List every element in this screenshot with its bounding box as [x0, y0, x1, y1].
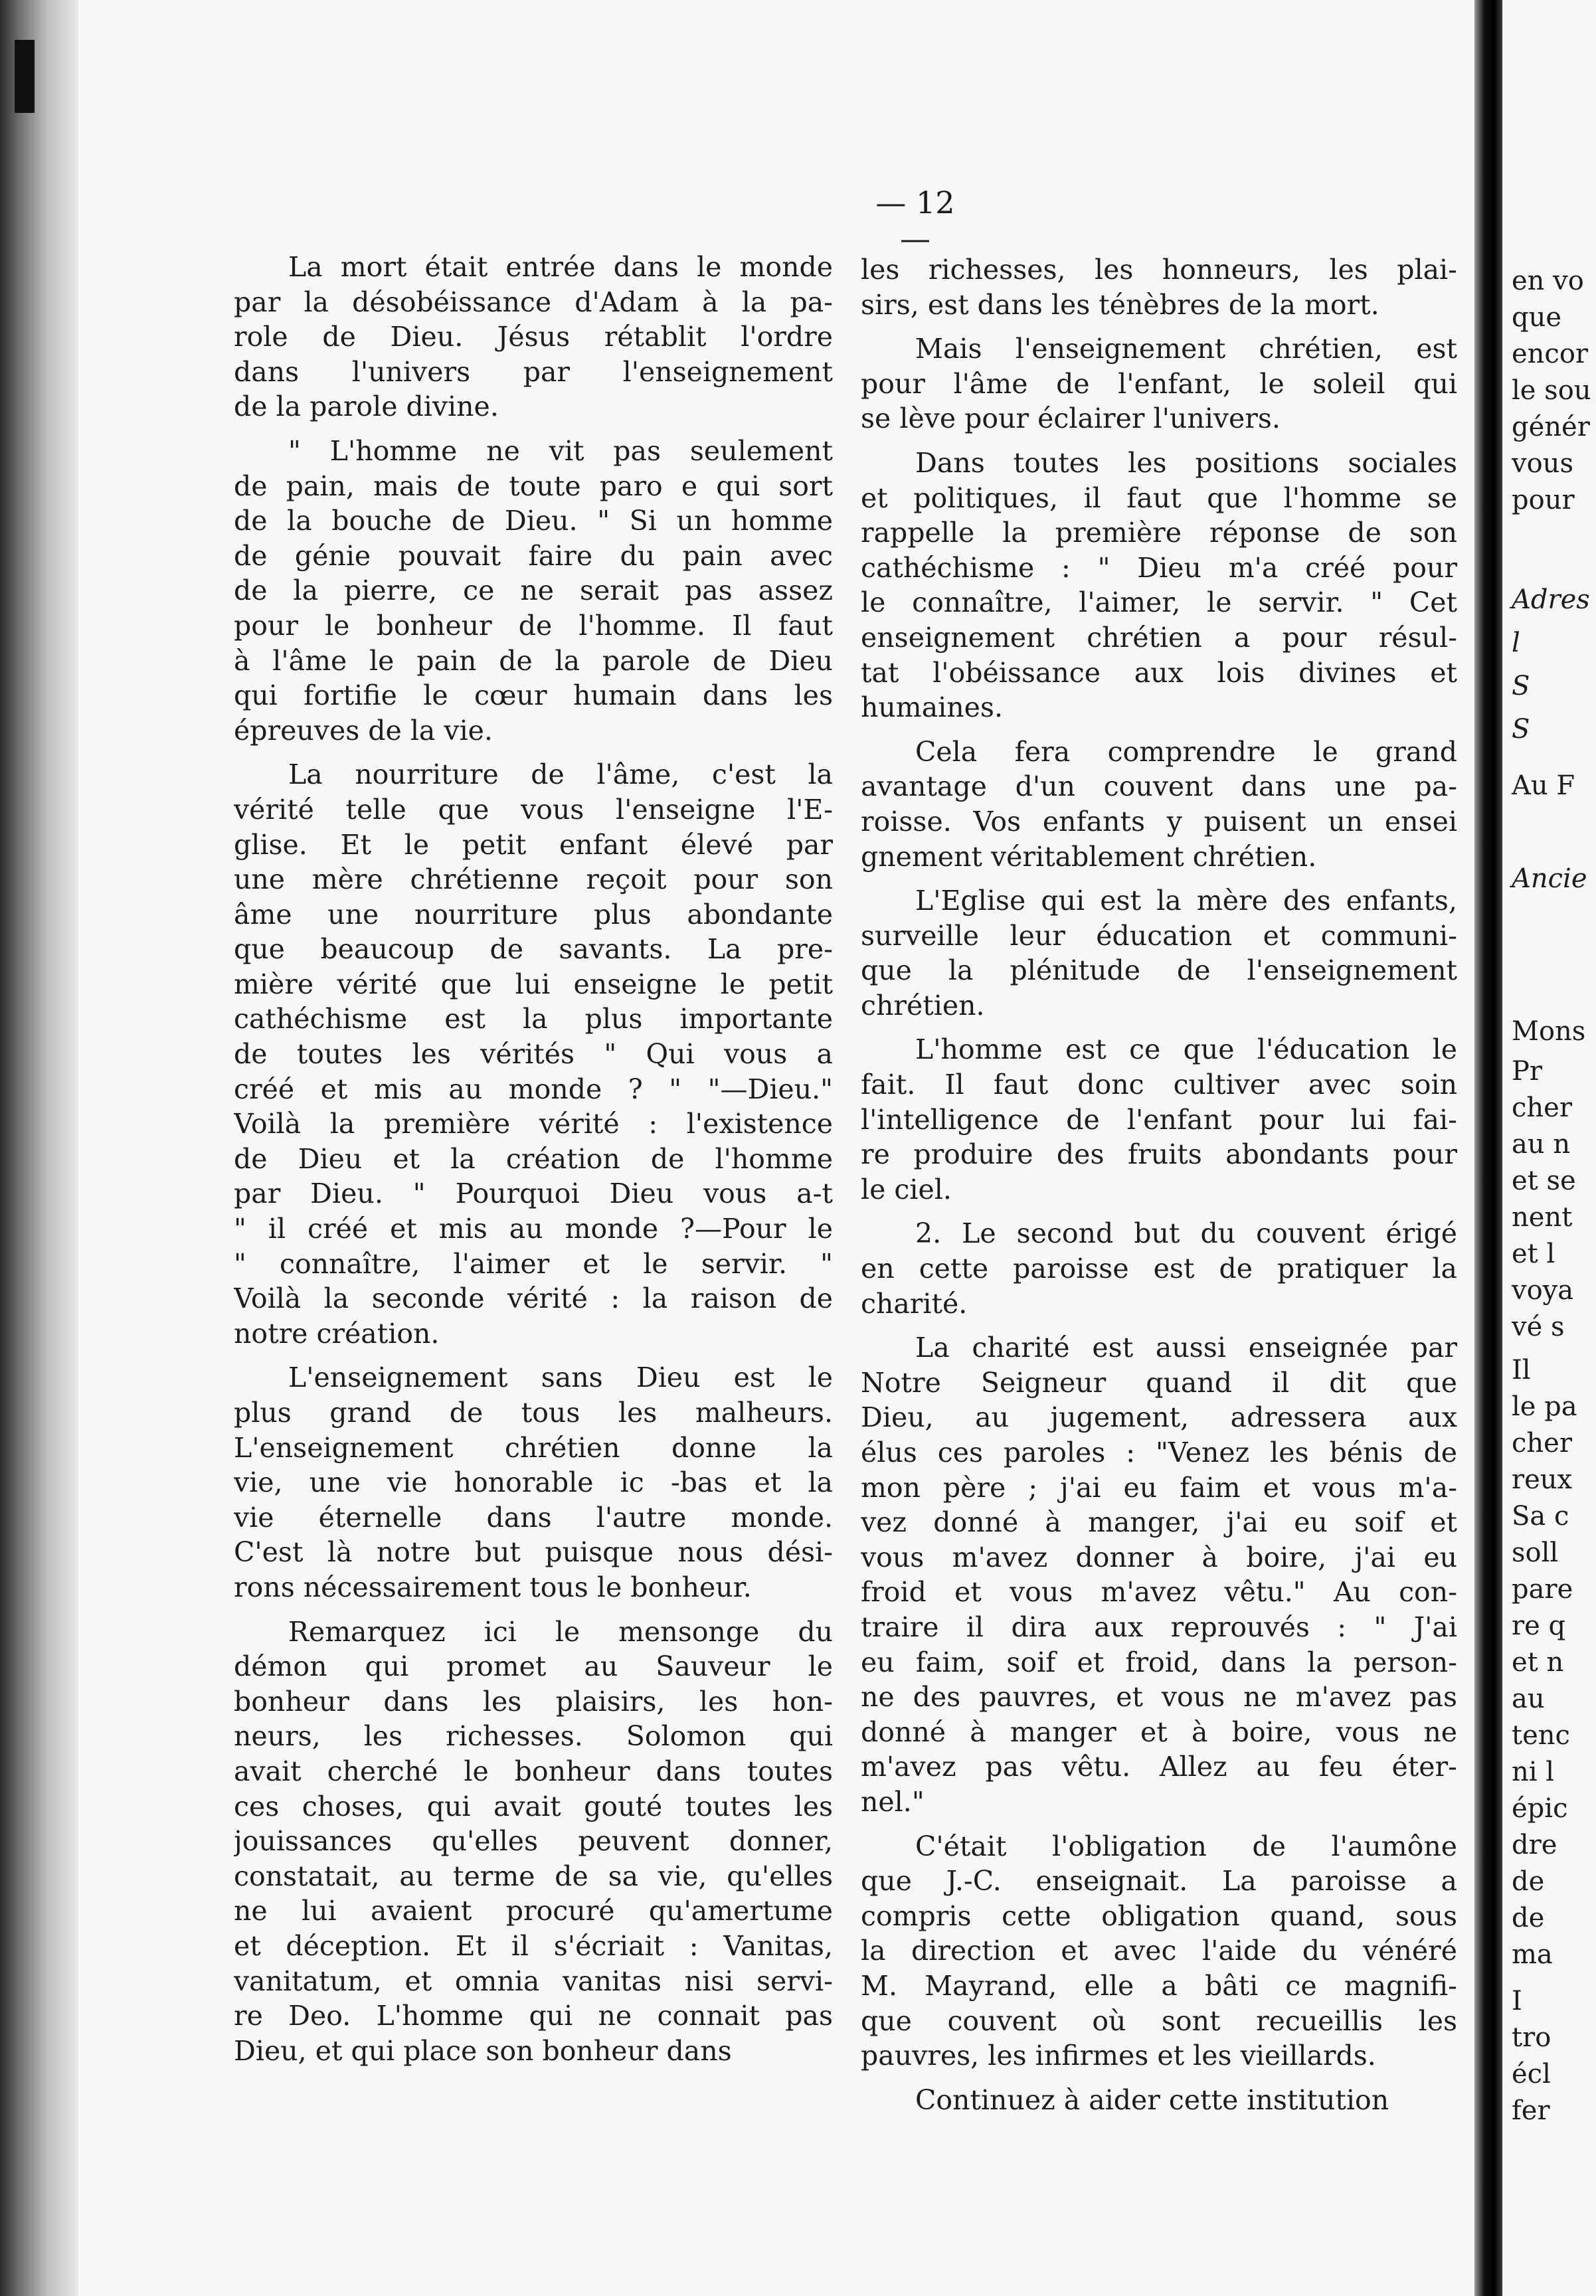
text-line: une mère chrétienne reçoit pour son — [234, 863, 833, 896]
paragraph-gap — [234, 1351, 833, 1360]
text-line: enseignement chrétien a pour résul- — [861, 621, 1457, 654]
next-page-fragment: pare — [1512, 1574, 1573, 1605]
paragraph-gap — [861, 1820, 1457, 1829]
text-line: en cette paroisse est de pratiquer la — [861, 1253, 1457, 1285]
text-line: démon qui promet au Sauveur le — [234, 1650, 833, 1683]
next-page-fragment: tenc — [1512, 1720, 1570, 1751]
paragraph — [861, 2083, 1457, 2118]
text-line: M. Mayrand, elle a bâti ce magnifi- — [861, 1969, 1457, 2002]
text-line: m'avez pas vêtu. Allez au feu éter- — [861, 1751, 1457, 1783]
text-line: surveille leur éducation et communi- — [861, 919, 1457, 952]
paragraph-gap — [234, 1605, 833, 1615]
book-gutter — [1474, 0, 1502, 2296]
paragraph — [234, 250, 833, 424]
paragraph — [234, 1360, 833, 1605]
text-line: gnement véritablement chrétien. — [861, 840, 1317, 873]
next-page-fragment: de — [1512, 1866, 1545, 1897]
text-line: que beaucoup de savants. La pre- — [234, 933, 833, 966]
text-line: vez donné à manger, j'ai eu soif et — [861, 1506, 1457, 1539]
text-line: avantage d'un couvent dans une pa- — [861, 770, 1457, 803]
text-line: de toutes les vérités " Qui vous a — [234, 1038, 833, 1071]
next-page-fragment: que — [1512, 302, 1562, 333]
text-line: Dieu, au jugement, adressera aux — [861, 1401, 1457, 1434]
paragraph-gap — [861, 1321, 1457, 1330]
text-line: de la parole divine. — [234, 391, 499, 423]
text-line: ne lui avaient procuré qu'amertume — [234, 1895, 833, 1927]
page-number: — 12 — — [875, 185, 955, 256]
text-line: ces choses, qui avait gouté toutes les — [234, 1790, 833, 1822]
paragraph — [861, 1216, 1457, 1321]
next-page-fragment: Adres — [1512, 584, 1590, 615]
next-page-fragment: Au F — [1512, 770, 1575, 801]
text-line: de la pierre, ce ne serait pas assez — [234, 574, 833, 607]
text-line: nel." — [861, 1785, 925, 1818]
next-page-fragment: génér — [1512, 412, 1590, 442]
paragraph-gap — [861, 1207, 1457, 1216]
text-line: glise. Et le petit enfant élevé par — [234, 828, 833, 861]
paragraph — [861, 252, 1457, 322]
paragraph — [234, 1615, 833, 2069]
text-line: de pain, mais de toute paro e qui sort — [234, 470, 833, 502]
paragraph — [234, 757, 833, 1351]
paragraph-gap — [861, 1023, 1457, 1032]
next-page-fragment: le sou — [1512, 375, 1591, 406]
next-page-fragment: au n — [1512, 1129, 1571, 1160]
next-page-fragment: Sa c — [1512, 1501, 1569, 1532]
next-page-fragment: Pr — [1512, 1056, 1543, 1087]
next-page-fragment: Ancie — [1512, 863, 1587, 894]
text-line: l'intelligence de l'enfant pour lui fai- — [861, 1103, 1457, 1136]
text-line: " il créé et mis au monde ?—Pour le — [234, 1213, 833, 1245]
paragraph — [861, 1829, 1457, 2074]
text-line: à l'âme le pain de la parole de Dieu — [234, 644, 833, 677]
text-line: Voilà la première vérité : l'existence — [234, 1108, 833, 1140]
text-line: donné à manger et à boire, vous ne — [861, 1716, 1457, 1748]
paragraph — [861, 1330, 1457, 1819]
text-line: La nourriture de l'âme, c'est la — [234, 758, 833, 791]
next-page-fragment: encor — [1512, 339, 1589, 369]
left-column — [234, 250, 833, 2077]
text-line: la direction et avec l'aide du vénéré — [861, 1935, 1457, 1967]
text-line: ne des pauvres, et vous ne m'avez pas — [861, 1681, 1457, 1714]
text-line: Dieu, et qui place son bonheur dans — [234, 2034, 732, 2067]
text-line: vie éternelle dans l'autre monde. — [234, 1501, 833, 1534]
text-line: C'est là notre but puisque nous dési- — [234, 1536, 833, 1569]
paragraph-gap — [861, 725, 1457, 735]
text-line: neurs, les richesses. Solomon qui — [234, 1720, 833, 1753]
text-line: le ciel. — [861, 1173, 952, 1205]
text-line: que J.-C. enseignait. La paroisse a — [861, 1865, 1457, 1898]
text-line: 2. Le second but du couvent érigé — [861, 1217, 1457, 1250]
text-line: dans l'univers par l'enseignement — [234, 355, 833, 388]
next-page-fragment: épic — [1512, 1793, 1568, 1824]
next-page-fragment: cher — [1512, 1428, 1572, 1458]
text-line: Voilà la seconde vérité : la raison de — [234, 1282, 833, 1315]
next-page-fragment: vé s — [1512, 1312, 1565, 1342]
text-line: charité. — [861, 1287, 968, 1320]
paragraph-gap — [861, 2117, 1457, 2127]
text-line: chrétien. — [861, 989, 985, 1021]
text-line: constatait, au terme de sa vie, qu'elles — [234, 1860, 833, 1892]
paragraph — [861, 735, 1457, 874]
next-page-fragment: cher — [1512, 1093, 1572, 1123]
text-line: vous m'avez donner à boire, j'ai eu — [861, 1541, 1457, 1573]
text-line: re produire des fruits abondants pour — [861, 1138, 1457, 1171]
paragraph-gap — [861, 436, 1457, 446]
text-line: role de Dieu. Jésus rétablit l'ordre — [234, 321, 833, 353]
next-page-fragment: Mons — [1512, 1016, 1586, 1047]
binding-mark — [15, 40, 35, 113]
text-line: re Deo. L'homme qui ne connait pas — [234, 2000, 833, 2032]
text-line: Mais l'enseignement chrétien, est — [861, 333, 1457, 365]
text-line: eu faim, soif et froid, dans la person- — [861, 1646, 1457, 1678]
next-page-fragment: l — [1512, 628, 1520, 658]
next-page-fragment: re q — [1512, 1611, 1566, 1641]
text-line: fait. Il faut donc cultiver avec soin — [861, 1069, 1457, 1101]
text-line: créé et mis au monde ? " "—Dieu." — [234, 1073, 833, 1105]
next-page-fragment: fer — [1512, 2095, 1550, 2126]
text-line: Cela fera comprendre le grand — [861, 735, 1457, 768]
text-line: L'homme est ce que l'éducation le — [861, 1033, 1457, 1066]
text-line: sirs, est dans les ténèbres de la mort. — [861, 288, 1379, 321]
text-line: pauvres, les infirmes et les vieillards. — [861, 2040, 1376, 2072]
text-line: vérité telle que vous l'enseigne l'E- — [234, 793, 833, 826]
text-line: pour le bonheur de l'homme. Il faut — [234, 609, 833, 642]
text-line: par Dieu. " Pourquoi Dieu vous a-t — [234, 1178, 833, 1210]
left-binding-edge — [0, 0, 78, 2296]
next-page-fragment: ma — [1512, 1939, 1553, 1970]
text-line: rappelle la première réponse de son — [861, 517, 1457, 549]
next-page-fragment: I — [1512, 1986, 1522, 2016]
paragraph — [861, 1032, 1457, 1207]
text-line: vanitatum, et omnia vanitas nisi servi- — [234, 1965, 833, 1997]
text-line: " connaître, l'aimer et le servir. " — [234, 1247, 833, 1280]
next-page-fragment: Il — [1512, 1355, 1531, 1385]
text-line: les richesses, les honneurs, les plai- — [861, 254, 1457, 286]
next-page-fragment: et l — [1512, 1239, 1555, 1269]
next-page-fragment: tro — [1512, 2022, 1552, 2053]
text-line: bonheur dans les plaisirs, les hon- — [234, 1685, 833, 1718]
text-line: traire il dira aux reprouvés : " J'ai — [861, 1611, 1457, 1643]
text-line: tat l'obéissance aux lois divines et — [861, 656, 1457, 689]
next-page-fragment: et se — [1512, 1166, 1576, 1196]
text-line: se lève pour éclairer l'univers. — [861, 402, 1281, 435]
text-line: élus ces paroles : "Venez les bénis de — [861, 1437, 1457, 1468]
next-page-fragment: soll — [1512, 1538, 1559, 1568]
text-line: froid et vous m'avez vêtu." Au con- — [861, 1576, 1457, 1609]
text-line: roisse. Vos enfants y puisent un ensei — [861, 805, 1457, 838]
text-line: par la désobéissance d'Adam à la pa- — [234, 286, 833, 318]
text-line: pour l'âme de l'enfant, le soleil qui — [861, 367, 1457, 400]
text-line: qui fortifie le cœur humain dans les — [234, 679, 833, 712]
right-column — [861, 252, 1457, 2127]
next-page-fragment: reux — [1512, 1464, 1573, 1495]
text-line: mière vérité que lui enseigne le petit — [234, 968, 833, 1000]
text-line: C'était l'obligation de l'aumône — [861, 1830, 1457, 1862]
text-line: Notre Seigneur quand il dit que — [861, 1366, 1457, 1399]
paragraph-gap — [234, 424, 833, 434]
text-line: que la plénitude de l'enseignement — [861, 954, 1457, 987]
text-line: avait cherché le bonheur dans toutes — [234, 1755, 833, 1787]
next-page-fragment: en vo — [1512, 266, 1584, 296]
text-line: rons nécessairement tous le bonheur. — [234, 1571, 752, 1603]
next-page-fragment: le pa — [1512, 1391, 1577, 1422]
text-line: L'enseignement chrétien donne la — [234, 1431, 833, 1464]
next-page-fragment: S — [1512, 671, 1530, 701]
text-line: La mort était entrée dans le monde — [234, 251, 833, 283]
next-page-fragment: de — [1512, 1903, 1545, 1933]
next-page-fragment: dre — [1512, 1830, 1557, 1860]
paragraph-gap — [861, 322, 1457, 331]
next-page-fragment: vous — [1512, 448, 1573, 479]
text-line: Remarquez ici le mensonge du — [234, 1615, 833, 1648]
next-page-fragment: ni l — [1512, 1757, 1555, 1787]
next-page-fragment: nent — [1512, 1202, 1573, 1233]
text-line: que couvent où sont recueillis les — [861, 2004, 1457, 2037]
text-line: et déception. Et il s'écriait : Vanitas, — [234, 1929, 833, 1962]
text-line: âme une nourriture plus abondante — [234, 898, 833, 930]
paragraph-gap — [234, 2068, 833, 2077]
text-line: de la bouche de Dieu. " Si un homme — [234, 505, 833, 537]
next-page-fragment: pour — [1512, 485, 1575, 515]
next-page-fragment: au — [1512, 1684, 1545, 1714]
text-line: mon père ; j'ai eu faim et vous m'a- — [861, 1471, 1457, 1504]
paragraph — [861, 331, 1457, 436]
text-line: vie, une vie honorable ic -bas et la — [234, 1466, 833, 1499]
text-line: Dans toutes les positions sociales — [861, 446, 1457, 479]
next-page-fragment: écl — [1512, 2059, 1551, 2089]
text-line: compris cette obligation quand, sous — [861, 1899, 1457, 1932]
next-page-fragment: voya — [1512, 1275, 1574, 1306]
next-page-fragment: et n — [1512, 1647, 1564, 1678]
text-line: et politiques, il faut que l'homme se — [861, 482, 1457, 514]
text-line: épreuves de la vie. — [234, 714, 493, 747]
paragraph — [861, 883, 1457, 1023]
next-page-fragment: S — [1512, 714, 1530, 745]
paragraph — [234, 434, 833, 748]
paragraph-gap — [861, 874, 1457, 883]
text-line: jouissances qu'elles peuvent donner, — [234, 1825, 833, 1858]
paragraph-gap — [234, 748, 833, 757]
text-line: le connaître, l'aimer, le servir. " Cet — [861, 586, 1457, 619]
text-line: L'enseignement sans Dieu est le — [234, 1362, 833, 1394]
next-page-edge — [1502, 0, 1596, 2296]
text-line: de génie pouvait faire du pain avec — [234, 539, 833, 572]
text-line: notre création. — [234, 1317, 440, 1350]
paragraph-gap — [861, 2074, 1457, 2083]
paragraph — [861, 446, 1457, 725]
text-line: plus grand de tous les malheurs. — [234, 1397, 833, 1429]
text-line: " L'homme ne vit pas seulement — [234, 434, 833, 467]
text-line: humaines. — [861, 691, 1003, 724]
text-line: La charité est aussi enseignée par — [861, 1332, 1457, 1364]
text-line: Continuez à aider cette institution — [861, 2083, 1389, 2116]
text-line: cathéchisme est la plus importante — [234, 1003, 833, 1035]
text-line: cathéchisme : " Dieu m'a créé pour — [861, 551, 1457, 584]
text-line: de Dieu et la création de l'homme — [234, 1142, 833, 1175]
text-line: L'Eglise qui est la mère des enfants, — [861, 885, 1457, 917]
